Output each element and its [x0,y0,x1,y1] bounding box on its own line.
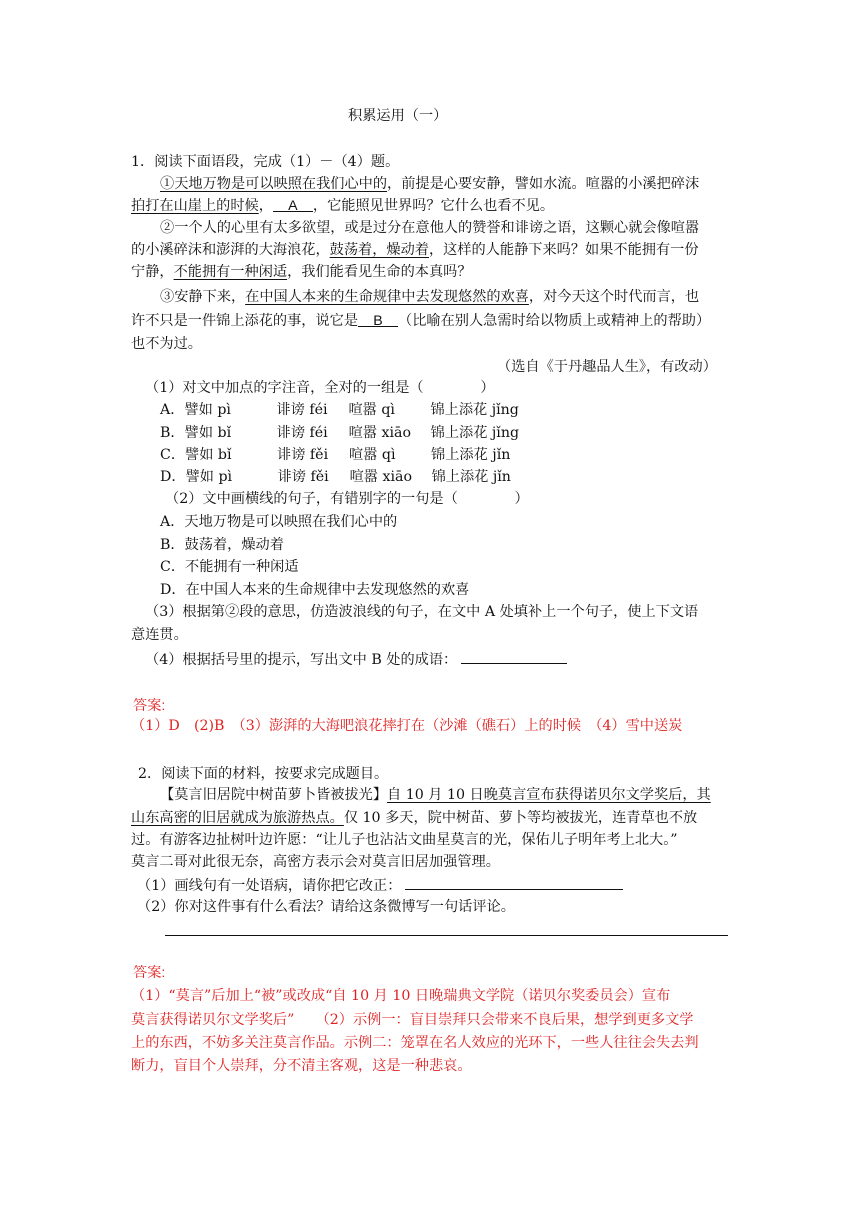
option-letter: B． [160,425,185,441]
text-span: ，这样的人能静下来吗？如果不能拥有一份 [428,242,699,258]
option-row [160,467,511,487]
source-citation: （选自《于丹趣品人生》，有改动） [497,359,717,375]
text-span: 宁静， [131,264,174,280]
underlined-sentence-b: 鼓荡着，燥动着 [329,242,429,258]
option-row: A．天地万物是可以映照在我们心中的 [160,514,398,530]
q1-sub2: （2）文中画横线的句子，有错别字的一句是（ ） [165,491,529,507]
q1-sub1: （1）对文中加点的字注音，全对的一组是（ ） [145,380,495,396]
option-letter: D． [160,469,186,485]
option-item: 喧嚣 xiāo [348,425,412,441]
q2-answer-line4: 断力，盲目个人崇拜，分不清主客观，这是一种悲哀。 [131,1058,472,1074]
option-item: 譬如 bǐ [185,447,232,463]
option-item: 诽谤 fěi [277,447,329,463]
option-item: 喧嚣 qì [349,447,396,463]
q1-sub3-line2: 意连贯。 [131,627,188,643]
q1-sub4 [145,648,567,670]
option-item: 诽谤 fěi [277,469,329,485]
option-item: 喧嚣 xiāo [349,469,413,485]
option-row: D．在中国人本来的生命规律中去发现悠然的欢喜 [160,582,470,598]
answer-blank[interactable] [405,874,623,890]
underlined-sentence-d: 在中国人本来的生命规律中去发现悠然的欢喜 [245,289,529,305]
text-span: 仅 10 多天，院中树苗、萝卜等均被拔光，连青草也不放 [343,810,698,826]
text-span: 的小溪碎沫和澎湃的大海浪花， [131,242,330,258]
text-span: （比喻在别人急需时给以物质上或精神上的帮助） [398,313,711,329]
underlined-sentence: 山东高密的旧居就成为旅游热点。 [131,810,344,826]
text-span: ③安静下来， [160,289,246,305]
q2-line3: 过。有游客边扯树叶边许愿：“让儿子也沾沾文曲星莫言的光，保佑儿子明年考上北大。” [131,832,678,848]
text-span: 许不只是一件锦上添花的事，说它是 [131,313,359,329]
q1-para1-line2 [131,196,554,216]
option-item: 诽谤 féi [276,402,328,418]
option-item: 锦上添花 jǐng [430,402,519,418]
q2-line2 [131,808,697,828]
q1-sub3-line1: （3）根据第②段的意思，仿造波浪线的句子，在文中 A 处填补上一个句子，使上下文语 [145,604,699,620]
option-item: 譬如 pì [185,469,233,485]
q2-answer-line2: 莫言获得诺贝尔文学奖后” （2）示例一：盲目崇拜只会带来不良后果，想学到更多文学 [131,1012,694,1028]
option-letter: C． [160,447,186,463]
q2-intro: 2．阅读下面的材料，按要求完成题目。 [138,766,389,782]
text-span: ，我们能看见生命的本真吗？ [287,264,472,280]
text-span: ，前提是心要安静，譬如水流。喧嚣的小溪把碎沫 [387,176,700,192]
q1-para3-line1 [160,287,699,307]
blank-b[interactable]: B [358,311,398,327]
q2-answer-line1: （1）“莫言”后加上“被”或改成“自 10 月 10 日晚瑞典文学院（诺贝尔奖委员会）宣布 [131,988,671,1004]
q1-answer: （1）D (2)B （3）澎湃的大海吧浪花摔打在（沙滩（礁石）上的时候 （4）雪中送炭 [131,718,683,734]
q1-para2-line2 [131,240,699,260]
underlined-sentence-c: 不能拥有一种闲适 [173,264,288,280]
option-item: 喧嚣 qì [348,402,395,418]
underlined-sentence: 自 10 月 10 日晚莫言宣布获得诺贝尔文学奖后，其 [387,787,711,803]
option-item: 锦上添花 jǐn [431,469,511,485]
q2-line4: 莫言二哥对此很无奈，高密方表示会对莫言旧居加强管理。 [131,854,500,870]
answer-blank[interactable] [461,648,567,664]
option-item: 锦上添花 jǐng [430,425,520,441]
option-letter: A． [160,402,185,418]
q1-para1-line1 [160,174,699,194]
option-item: 譬如 pì [184,402,231,418]
blank-a[interactable]: A [273,196,313,212]
text-span: （4）根据括号里的提示，写出文中 B 处的成语： [145,652,458,668]
q1-para3-line2 [131,311,710,331]
wavy-line-sentence: 拍打在山崖上的时候 [131,198,259,214]
answer-label: 答案: [133,965,166,981]
q2-answer-line3: 上的东西，不妨多关注莫言作品。示例二：笼罩在名人效应的光环下，一些人往往会失去判 [131,1035,699,1051]
option-row [160,423,519,443]
answer-label: 答案: [133,698,166,714]
q1-para2-line3 [131,262,472,282]
text-span: ，对今天这个时代而言，也 [528,289,700,305]
text-span: ， [258,198,273,214]
page-title: 积累运用（一） [348,108,448,124]
text-span: （1）画线句有一处语病，请你把它改正： [137,878,402,894]
option-row [160,445,510,465]
option-row: C．不能拥有一种闲适 [160,559,299,575]
q2-sub2: （2）你对这件事有什么看法？请给这条微博写一句话评论。 [137,899,515,915]
underlined-sentence-a: ①天地万物是可以映照在我们心中的 [160,176,388,192]
answer-line[interactable] [165,935,728,936]
weibo-headline: 【莫言旧居院中树苗萝卜皆被拔光】 [160,787,388,803]
q1-intro: 1．阅读下面语段，完成（1）－（4）题。 [131,154,400,170]
option-item: 诽谤 féi [276,425,328,441]
q1-para3-line3: 也不为过。 [131,336,202,352]
q2-sub1 [137,874,623,896]
option-row: B．鼓荡着，燥动着 [160,537,284,553]
q1-para2-line1: ②一个人的心里有太多欲望，或是过分在意他人的赞誉和诽谤之语，这颗心就会像喧嚣 [160,220,700,236]
text-span: ，它能照见世界吗？它什么也看不见。 [312,198,555,214]
q2-line1 [160,785,711,805]
option-row [160,400,519,420]
option-item: 锦上添花 jǐn [431,447,511,463]
option-item: 譬如 bǐ [184,425,232,441]
